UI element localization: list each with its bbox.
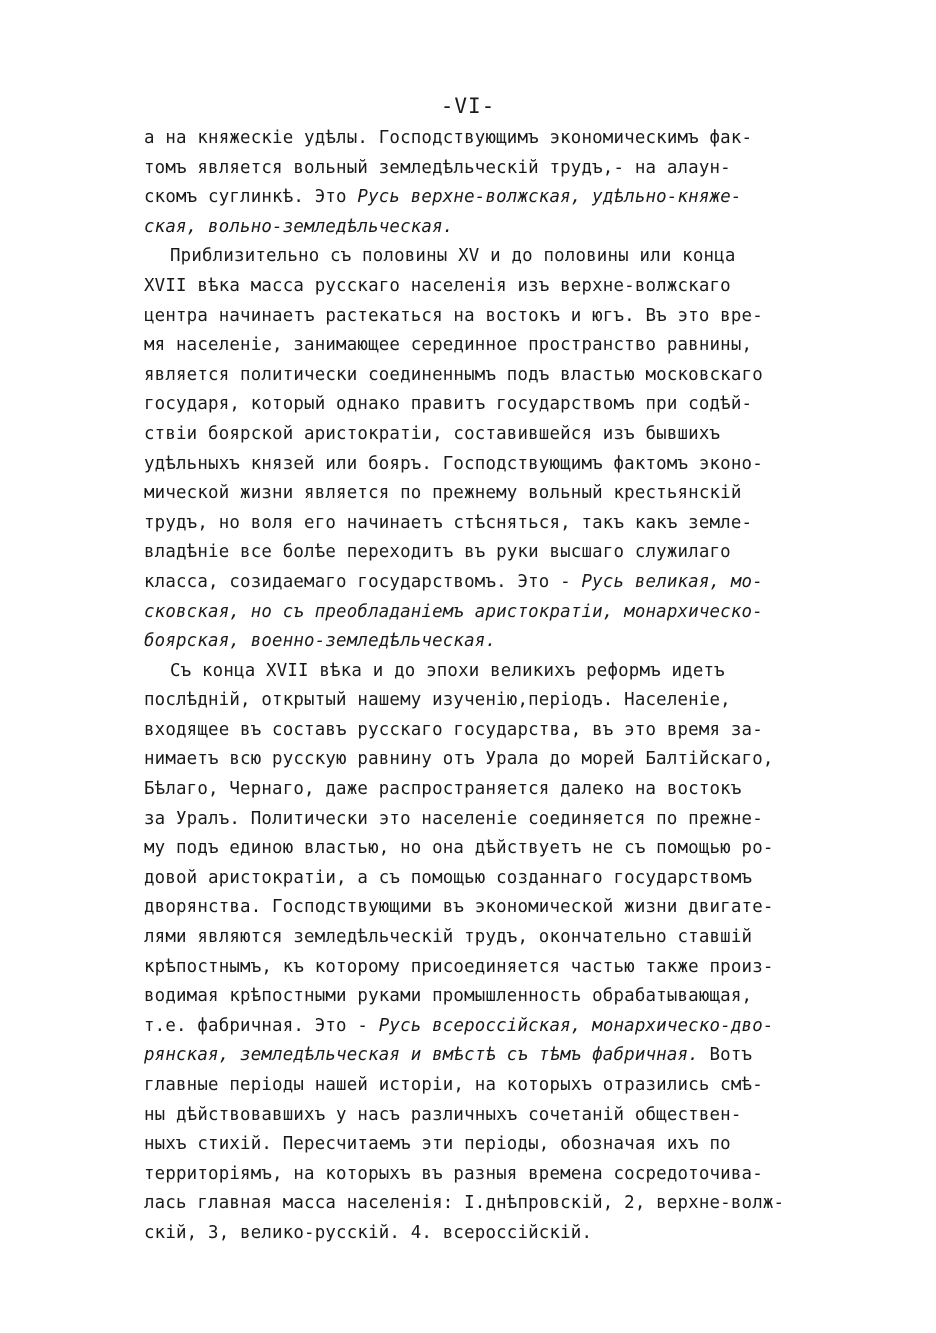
- text-run: послѣдній, открытый нашему изученію,періодъ. Населеніе,: [144, 690, 731, 711]
- text-run: за Уралъ. Политически это населеніе соединяется по прежне-: [144, 808, 763, 829]
- text-run: трудъ, но воля его начинаетъ стѣсняться, такъ какъ земле-: [144, 512, 753, 533]
- text-line: [144, 598, 820, 628]
- text-line: [144, 1130, 820, 1160]
- text-run: а на княжескіе удѣлы. Господствующимъ экономическимъ фак-: [144, 128, 753, 148]
- text-line: [144, 479, 820, 509]
- italic-text-run: Русь верхне-волжская, удѣльно-княже-: [357, 187, 742, 208]
- text-run: крѣпостнымъ, къ которому присоединяется частью также произ-: [144, 956, 774, 977]
- text-run: является политически соединеннымъ подъ властью московскаго: [144, 364, 763, 385]
- text-run: лась главная масса населенія: I.днѣпровскій, 2, верхне-волж-: [144, 1193, 785, 1214]
- text-line: [144, 953, 820, 983]
- text-line: [144, 331, 820, 361]
- text-run: входящее въ составъ русскаго государства, въ это время за-: [144, 719, 763, 740]
- text-line: [144, 775, 820, 805]
- text-run: му подъ единою властью, но она дѣйствуетъ не съ помощью ро-: [144, 838, 774, 859]
- text-run: XVII вѣка масса русскаго населенія изъ верхне-волжскаго: [144, 275, 731, 296]
- italic-text-run: ская, вольно-земледѣльческая.: [144, 216, 454, 237]
- italic-text-run: сковская, но съ преобладаніемъ аристократіи, монархическо-: [144, 601, 763, 622]
- text-line: [144, 982, 820, 1012]
- italic-text-run: боярская, военно-земледѣльческая.: [144, 631, 497, 652]
- text-run: лями являются земледѣльческій трудъ, окончательно ставшій: [144, 927, 753, 948]
- text-line: [144, 864, 820, 894]
- text-line: [144, 686, 820, 716]
- text-line: [144, 923, 820, 953]
- text-line: [144, 805, 820, 835]
- text-line: [144, 420, 820, 450]
- text-run: довой аристократіи, а съ помощью созданнаго государствомъ: [144, 867, 753, 888]
- text-run: Приблизительно съ половины XV и до половины или конца: [170, 246, 736, 267]
- text-line: [144, 657, 820, 687]
- paragraph: [144, 242, 820, 656]
- text-line: [144, 834, 820, 864]
- text-line: [144, 272, 820, 302]
- body-text: [144, 124, 820, 1249]
- text-run: ныхъ стихій. Пересчитаемъ эти періоды, обозначая ихъ по: [144, 1134, 731, 1155]
- text-run: Вотъ: [698, 1045, 753, 1066]
- text-line: [144, 509, 820, 539]
- text-line: [144, 893, 820, 923]
- italic-text-run: рянская, земледѣльческая и вмѣстѣ съ тѣмъ фабричная.: [144, 1045, 699, 1066]
- text-line: [144, 745, 820, 775]
- text-run: ствіи боярской аристократіи, составившейся изъ бывшихъ: [144, 423, 721, 444]
- italic-text-run: Русь всероссійская, монархическо-дво-: [378, 1015, 774, 1036]
- text-run: главные періоды нашей исторіи, на которыхъ отразились смѣ-: [144, 1075, 763, 1095]
- text-line: [144, 568, 820, 598]
- text-line: [144, 361, 820, 391]
- text-line: [144, 242, 820, 272]
- text-line: [144, 154, 820, 184]
- text-run: т.е. фабричная. Это -: [144, 1015, 379, 1036]
- text-line: [144, 124, 820, 154]
- text-line: [144, 390, 820, 420]
- text-line: [144, 1101, 820, 1131]
- text-run: нимаетъ всю русскую равнину отъ Урала до морей Балтійскаго,: [144, 749, 774, 770]
- text-line: [144, 538, 820, 568]
- text-run: Съ конца XVII вѣка и до эпохи великихъ реформъ идетъ: [170, 660, 725, 681]
- page-number: -VI-: [440, 94, 496, 118]
- text-run: дворянства. Господствующими въ экономической жизни двигате-: [144, 897, 774, 918]
- text-line: [144, 183, 820, 213]
- text-line: [144, 1189, 820, 1219]
- text-run: мя населеніе, занимающее серединное пространство равнины,: [144, 335, 753, 356]
- text-line: [144, 302, 820, 332]
- text-run: томъ является вольный земледѣльческій трудъ,- на алаун-: [144, 157, 731, 178]
- text-line: [144, 1071, 820, 1101]
- text-run: класса, созидаемаго государствомъ. Это -: [144, 571, 582, 592]
- paragraph: [144, 124, 820, 242]
- text-run: мической жизни является по прежнему вольный крестьянскій: [144, 483, 742, 504]
- text-run: территоріямъ, на которыхъ въ разныя времена сосредоточива-: [144, 1163, 763, 1184]
- text-line: [144, 716, 820, 746]
- text-run: скій, 3, велико-русскій. 4. всероссійскій.: [144, 1222, 593, 1243]
- paragraph: [144, 657, 820, 1249]
- text-run: государя, который однако правитъ государствомъ при содѣй-: [144, 394, 753, 415]
- text-run: скомъ суглинкѣ. Это: [144, 187, 358, 208]
- text-run: центра начинаетъ растекаться на востокъ и югъ. Въ это вре-: [144, 305, 763, 326]
- text-run: ны дѣйствовавшихъ у насъ различныхъ сочетаній обществен-: [144, 1104, 742, 1125]
- text-line: [144, 1041, 820, 1071]
- text-run: владѣніе все болѣе переходитъ въ руки высшаго служилаго: [144, 542, 731, 563]
- text-line: [144, 1219, 820, 1249]
- text-line: [144, 1012, 820, 1042]
- text-line: [144, 450, 820, 480]
- text-line: [144, 1160, 820, 1190]
- italic-text-run: Русь великая, мо-: [581, 571, 763, 592]
- text-line: [144, 627, 820, 657]
- text-run: водимая крѣпостными руками промышленность обрабатывающая,: [144, 986, 753, 1007]
- text-line: [144, 213, 820, 243]
- text-run: удѣльныхъ князей или бояръ. Господствующимъ фактомъ эконо-: [144, 453, 763, 474]
- text-run: Бѣлаго, Чернаго, даже распространяется далеко на востокъ: [144, 779, 742, 800]
